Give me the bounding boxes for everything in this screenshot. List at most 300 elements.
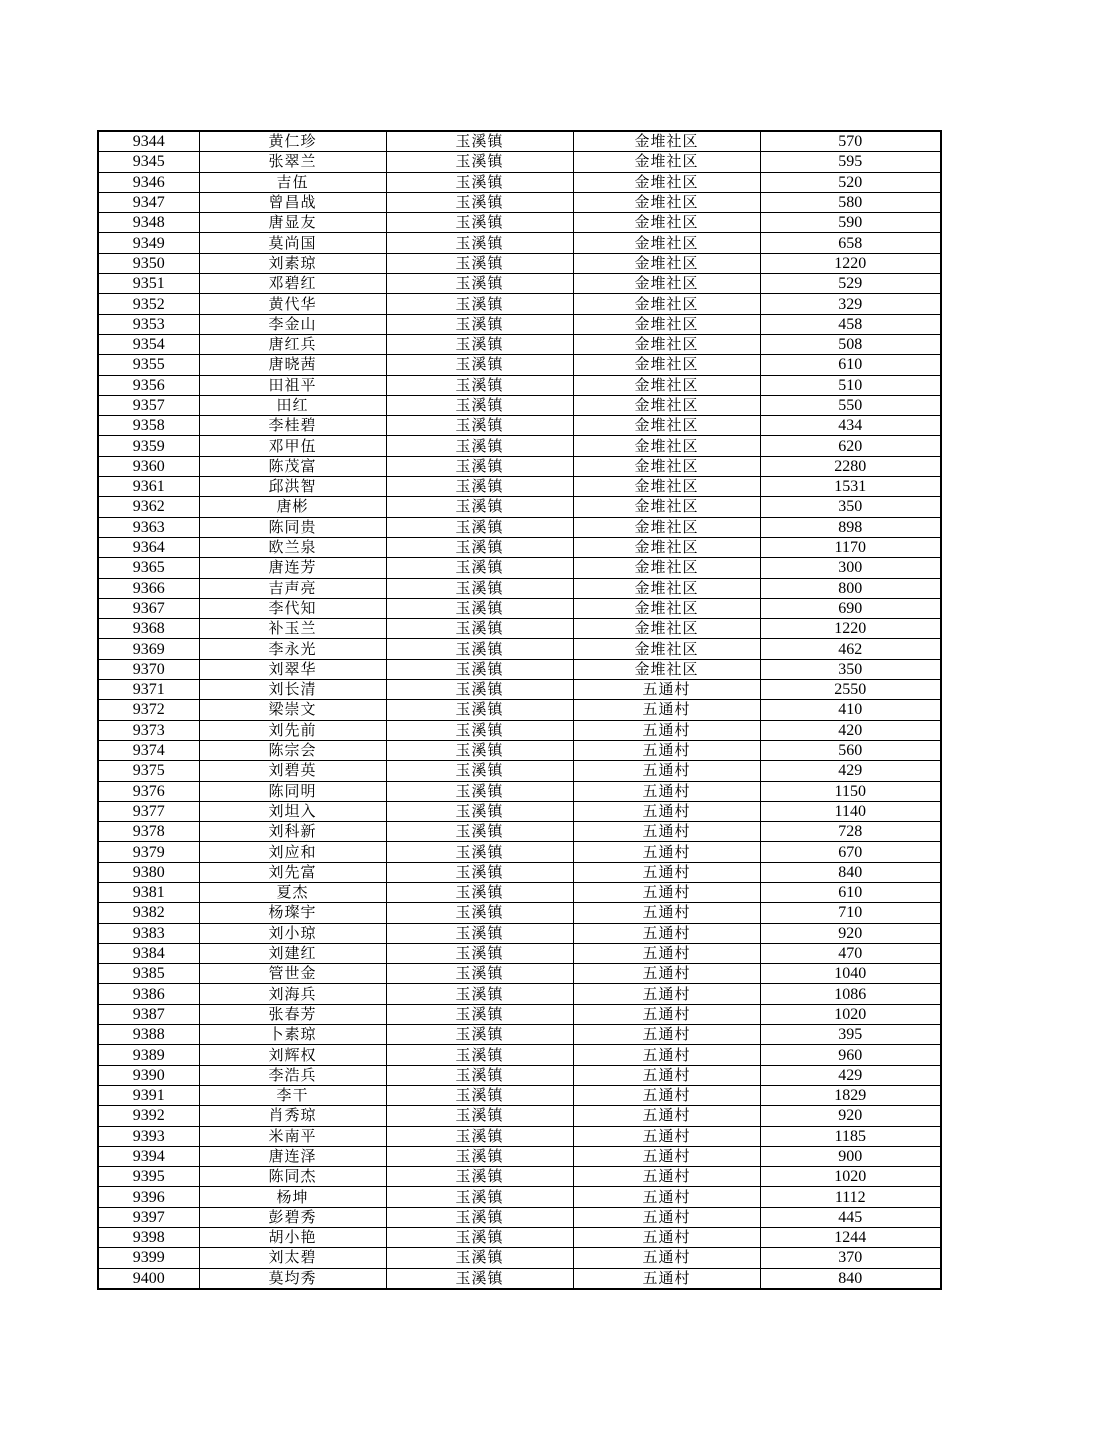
cell-amount: 1140 [760,801,941,821]
cell-serial-number: 9400 [98,1268,199,1289]
cell-person-name: 彭碧秀 [199,1207,386,1227]
cell-serial-number: 9399 [98,1248,199,1268]
cell-village: 五通村 [573,862,760,882]
cell-serial-number: 9345 [98,152,199,172]
table-row [98,1146,941,1166]
cell-village: 五通村 [573,1248,760,1268]
cell-amount: 1020 [760,1167,941,1187]
cell-town: 玉溪镇 [386,680,573,700]
cell-town: 玉溪镇 [386,1167,573,1187]
cell-village: 金堆社区 [573,558,760,578]
table-row [98,1268,941,1289]
cell-person-name: 杨坤 [199,1187,386,1207]
cell-person-name: 肖秀琼 [199,1106,386,1126]
cell-person-name: 杨璨宇 [199,903,386,923]
cell-amount: 420 [760,720,941,740]
table-row [98,537,941,557]
cell-serial-number: 9368 [98,619,199,639]
cell-person-name: 李桂碧 [199,416,386,436]
cell-serial-number: 9398 [98,1228,199,1248]
table-row [98,192,941,212]
cell-serial-number: 9395 [98,1167,199,1187]
cell-amount: 1185 [760,1126,941,1146]
cell-amount: 920 [760,1106,941,1126]
table-row [98,1045,941,1065]
cell-village: 五通村 [573,882,760,902]
cell-village: 五通村 [573,1045,760,1065]
register-table [97,130,942,1290]
cell-amount: 1150 [760,781,941,801]
cell-amount: 560 [760,740,941,760]
cell-person-name: 胡小艳 [199,1228,386,1248]
cell-village: 五通村 [573,700,760,720]
cell-serial-number: 9383 [98,923,199,943]
cell-town: 玉溪镇 [386,131,573,152]
cell-village: 金堆社区 [573,294,760,314]
table-row [98,1126,941,1146]
table-row [98,761,941,781]
cell-person-name: 刘应和 [199,842,386,862]
cell-amount: 395 [760,1025,941,1045]
cell-amount: 470 [760,943,941,963]
cell-amount: 690 [760,598,941,618]
cell-amount: 462 [760,639,941,659]
cell-person-name: 米南平 [199,1126,386,1146]
cell-person-name: 唐红兵 [199,334,386,354]
cell-town: 玉溪镇 [386,233,573,253]
cell-village: 金堆社区 [573,477,760,497]
cell-town: 玉溪镇 [386,578,573,598]
cell-village: 金堆社区 [573,274,760,294]
cell-serial-number: 9371 [98,680,199,700]
cell-town: 玉溪镇 [386,598,573,618]
cell-person-name: 唐晓茜 [199,355,386,375]
cell-serial-number: 9370 [98,659,199,679]
cell-amount: 510 [760,375,941,395]
register-table-body [98,131,941,1289]
cell-village: 五通村 [573,943,760,963]
cell-town: 玉溪镇 [386,1146,573,1166]
cell-amount: 410 [760,700,941,720]
cell-amount: 840 [760,862,941,882]
table-row [98,720,941,740]
cell-person-name: 李永光 [199,639,386,659]
cell-serial-number: 9360 [98,456,199,476]
cell-person-name: 刘坦入 [199,801,386,821]
table-row [98,436,941,456]
cell-amount: 1086 [760,984,941,1004]
cell-person-name: 管世金 [199,964,386,984]
cell-person-name: 陈茂富 [199,456,386,476]
cell-amount: 300 [760,558,941,578]
cell-serial-number: 9361 [98,477,199,497]
cell-person-name: 唐连泽 [199,1146,386,1166]
cell-person-name: 刘科新 [199,822,386,842]
table-row [98,619,941,639]
cell-serial-number: 9382 [98,903,199,923]
cell-village: 五通村 [573,964,760,984]
cell-amount: 620 [760,436,941,456]
cell-village: 金堆社区 [573,436,760,456]
table-row [98,1106,941,1126]
cell-town: 玉溪镇 [386,172,573,192]
cell-person-name: 曾昌战 [199,192,386,212]
cell-serial-number: 9374 [98,740,199,760]
table-row [98,903,941,923]
cell-serial-number: 9367 [98,598,199,618]
table-row [98,131,941,152]
cell-amount: 520 [760,172,941,192]
cell-amount: 529 [760,274,941,294]
cell-person-name: 李浩兵 [199,1065,386,1085]
cell-village: 五通村 [573,903,760,923]
cell-person-name: 夏杰 [199,882,386,902]
cell-amount: 1040 [760,964,941,984]
cell-person-name: 唐显友 [199,213,386,233]
table-row [98,172,941,192]
cell-town: 玉溪镇 [386,740,573,760]
table-row [98,517,941,537]
cell-amount: 1112 [760,1187,941,1207]
cell-town: 玉溪镇 [386,1085,573,1105]
cell-town: 玉溪镇 [386,456,573,476]
table-row [98,213,941,233]
cell-amount: 1170 [760,537,941,557]
cell-person-name: 刘长清 [199,680,386,700]
cell-amount: 590 [760,213,941,233]
table-row [98,477,941,497]
cell-town: 玉溪镇 [386,314,573,334]
cell-village: 五通村 [573,1085,760,1105]
cell-person-name: 莫均秀 [199,1268,386,1289]
cell-village: 金堆社区 [573,355,760,375]
cell-village: 金堆社区 [573,416,760,436]
cell-serial-number: 9396 [98,1187,199,1207]
cell-amount: 508 [760,334,941,354]
cell-serial-number: 9346 [98,172,199,192]
cell-village: 五通村 [573,1207,760,1227]
cell-serial-number: 9350 [98,253,199,273]
cell-serial-number: 9394 [98,1146,199,1166]
cell-amount: 900 [760,1146,941,1166]
table-row [98,294,941,314]
cell-village: 五通村 [573,1167,760,1187]
cell-town: 玉溪镇 [386,558,573,578]
table-row [98,233,941,253]
cell-serial-number: 9356 [98,375,199,395]
cell-village: 金堆社区 [573,517,760,537]
cell-town: 玉溪镇 [386,1065,573,1085]
table-row [98,842,941,862]
cell-amount: 610 [760,355,941,375]
table-row [98,984,941,1004]
cell-town: 玉溪镇 [386,923,573,943]
cell-amount: 728 [760,822,941,842]
table-row [98,923,941,943]
cell-town: 玉溪镇 [386,639,573,659]
cell-village: 五通村 [573,1025,760,1045]
cell-village: 五通村 [573,1187,760,1207]
cell-serial-number: 9385 [98,964,199,984]
cell-person-name: 吉声亮 [199,578,386,598]
cell-village: 五通村 [573,923,760,943]
cell-person-name: 刘建红 [199,943,386,963]
cell-person-name: 邓甲伍 [199,436,386,456]
cell-town: 玉溪镇 [386,416,573,436]
cell-village: 金堆社区 [573,172,760,192]
cell-amount: 670 [760,842,941,862]
cell-village: 五通村 [573,1106,760,1126]
cell-village: 金堆社区 [573,395,760,415]
table-row [98,882,941,902]
cell-town: 玉溪镇 [386,537,573,557]
cell-town: 玉溪镇 [386,192,573,212]
cell-amount: 2280 [760,456,941,476]
cell-amount: 1220 [760,619,941,639]
cell-serial-number: 9378 [98,822,199,842]
cell-town: 玉溪镇 [386,882,573,902]
cell-village: 金堆社区 [573,659,760,679]
cell-village: 金堆社区 [573,334,760,354]
cell-village: 五通村 [573,1004,760,1024]
cell-amount: 610 [760,882,941,902]
cell-serial-number: 9347 [98,192,199,212]
cell-amount: 329 [760,294,941,314]
cell-person-name: 刘太碧 [199,1248,386,1268]
table-row [98,659,941,679]
cell-person-name: 莫尚国 [199,233,386,253]
cell-person-name: 卜素琼 [199,1025,386,1045]
cell-town: 玉溪镇 [386,1004,573,1024]
cell-village: 五通村 [573,1268,760,1289]
cell-serial-number: 9372 [98,700,199,720]
cell-serial-number: 9365 [98,558,199,578]
cell-amount: 2550 [760,680,941,700]
table-row [98,314,941,334]
cell-town: 玉溪镇 [386,1228,573,1248]
table-row [98,740,941,760]
cell-village: 金堆社区 [573,639,760,659]
table-row [98,558,941,578]
cell-amount: 595 [760,152,941,172]
cell-town: 玉溪镇 [386,375,573,395]
table-row [98,943,941,963]
cell-person-name: 唐连芳 [199,558,386,578]
table-row [98,456,941,476]
cell-town: 玉溪镇 [386,903,573,923]
cell-town: 玉溪镇 [386,213,573,233]
table-row [98,375,941,395]
cell-village: 金堆社区 [573,314,760,334]
cell-serial-number: 9364 [98,537,199,557]
cell-serial-number: 9373 [98,720,199,740]
cell-town: 玉溪镇 [386,720,573,740]
cell-amount: 434 [760,416,941,436]
cell-amount: 429 [760,761,941,781]
cell-village: 五通村 [573,761,760,781]
table-row [98,801,941,821]
cell-town: 玉溪镇 [386,659,573,679]
cell-person-name: 田祖平 [199,375,386,395]
cell-person-name: 吉伍 [199,172,386,192]
cell-town: 玉溪镇 [386,842,573,862]
table-row [98,355,941,375]
cell-person-name: 李金山 [199,314,386,334]
cell-serial-number: 9344 [98,131,199,152]
cell-village: 金堆社区 [573,537,760,557]
table-row [98,274,941,294]
cell-amount: 1020 [760,1004,941,1024]
cell-village: 五通村 [573,781,760,801]
cell-person-name: 刘先富 [199,862,386,882]
cell-village: 金堆社区 [573,152,760,172]
register-sheet [97,130,942,1290]
cell-village: 金堆社区 [573,598,760,618]
table-row [98,1248,941,1268]
cell-village: 五通村 [573,1146,760,1166]
cell-village: 金堆社区 [573,456,760,476]
cell-amount: 429 [760,1065,941,1085]
cell-serial-number: 9376 [98,781,199,801]
cell-village: 五通村 [573,680,760,700]
cell-person-name: 刘海兵 [199,984,386,1004]
cell-town: 玉溪镇 [386,517,573,537]
cell-person-name: 陈同明 [199,781,386,801]
cell-person-name: 刘先前 [199,720,386,740]
cell-town: 玉溪镇 [386,294,573,314]
cell-amount: 570 [760,131,941,152]
cell-village: 金堆社区 [573,497,760,517]
cell-town: 玉溪镇 [386,477,573,497]
cell-serial-number: 9354 [98,334,199,354]
cell-serial-number: 9359 [98,436,199,456]
cell-serial-number: 9384 [98,943,199,963]
cell-village: 五通村 [573,984,760,1004]
table-row [98,578,941,598]
cell-town: 玉溪镇 [386,964,573,984]
cell-town: 玉溪镇 [386,1207,573,1227]
cell-village: 五通村 [573,740,760,760]
cell-village: 金堆社区 [573,578,760,598]
cell-town: 玉溪镇 [386,781,573,801]
cell-town: 玉溪镇 [386,253,573,273]
cell-town: 玉溪镇 [386,274,573,294]
cell-amount: 960 [760,1045,941,1065]
cell-village: 五通村 [573,1228,760,1248]
table-row [98,680,941,700]
cell-town: 玉溪镇 [386,152,573,172]
cell-village: 金堆社区 [573,233,760,253]
cell-town: 玉溪镇 [386,1045,573,1065]
cell-person-name: 刘素琼 [199,253,386,273]
cell-town: 玉溪镇 [386,1025,573,1045]
cell-amount: 898 [760,517,941,537]
cell-amount: 800 [760,578,941,598]
cell-serial-number: 9357 [98,395,199,415]
cell-village: 金堆社区 [573,253,760,273]
cell-serial-number: 9397 [98,1207,199,1227]
cell-amount: 658 [760,233,941,253]
cell-person-name: 张翠兰 [199,152,386,172]
cell-serial-number: 9386 [98,984,199,1004]
cell-amount: 580 [760,192,941,212]
cell-town: 玉溪镇 [386,1126,573,1146]
cell-serial-number: 9387 [98,1004,199,1024]
cell-amount: 370 [760,1248,941,1268]
cell-town: 玉溪镇 [386,801,573,821]
cell-serial-number: 9369 [98,639,199,659]
cell-serial-number: 9393 [98,1126,199,1146]
table-row [98,964,941,984]
cell-town: 玉溪镇 [386,984,573,1004]
table-row [98,598,941,618]
cell-amount: 445 [760,1207,941,1227]
cell-person-name: 邓碧红 [199,274,386,294]
cell-serial-number: 9352 [98,294,199,314]
cell-serial-number: 9355 [98,355,199,375]
cell-amount: 458 [760,314,941,334]
cell-village: 金堆社区 [573,213,760,233]
cell-amount: 840 [760,1268,941,1289]
table-row [98,334,941,354]
cell-amount: 1531 [760,477,941,497]
cell-town: 玉溪镇 [386,1106,573,1126]
cell-serial-number: 9349 [98,233,199,253]
table-row [98,639,941,659]
cell-serial-number: 9377 [98,801,199,821]
table-row [98,700,941,720]
table-row [98,1167,941,1187]
table-row [98,1207,941,1227]
cell-village: 五通村 [573,842,760,862]
cell-serial-number: 9389 [98,1045,199,1065]
table-row [98,1187,941,1207]
cell-village: 五通村 [573,720,760,740]
cell-serial-number: 9375 [98,761,199,781]
cell-town: 玉溪镇 [386,700,573,720]
cell-serial-number: 9379 [98,842,199,862]
cell-person-name: 欧兰泉 [199,537,386,557]
cell-person-name: 邱洪智 [199,477,386,497]
cell-amount: 550 [760,395,941,415]
table-row [98,1025,941,1045]
cell-town: 玉溪镇 [386,436,573,456]
table-row [98,253,941,273]
cell-serial-number: 9362 [98,497,199,517]
cell-village: 金堆社区 [573,375,760,395]
cell-person-name: 李干 [199,1085,386,1105]
cell-amount: 350 [760,497,941,517]
cell-village: 五通村 [573,822,760,842]
cell-amount: 1220 [760,253,941,273]
cell-serial-number: 9390 [98,1065,199,1085]
cell-village: 五通村 [573,1065,760,1085]
cell-serial-number: 9388 [98,1025,199,1045]
cell-serial-number: 9392 [98,1106,199,1126]
cell-person-name: 黄仁珍 [199,131,386,152]
cell-town: 玉溪镇 [386,334,573,354]
cell-town: 玉溪镇 [386,862,573,882]
cell-serial-number: 9358 [98,416,199,436]
cell-serial-number: 9366 [98,578,199,598]
table-row [98,822,941,842]
cell-serial-number: 9380 [98,862,199,882]
cell-person-name: 张春芳 [199,1004,386,1024]
cell-village: 金堆社区 [573,192,760,212]
cell-person-name: 刘碧英 [199,761,386,781]
cell-town: 玉溪镇 [386,822,573,842]
table-row [98,1085,941,1105]
